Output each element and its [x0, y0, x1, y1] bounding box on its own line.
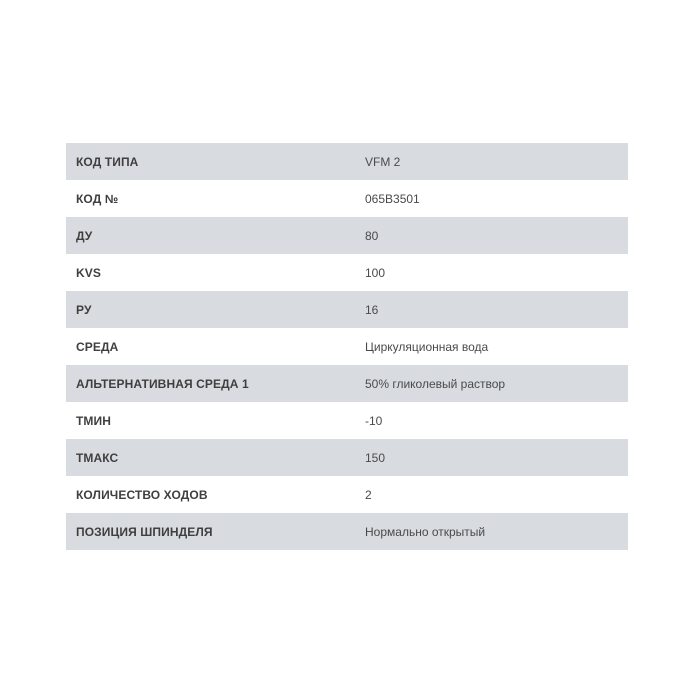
- spec-value-kvs: 100: [365, 254, 628, 291]
- spec-label-nominal-diameter: ДУ: [66, 217, 365, 254]
- spec-value-nominal-pressure: 16: [365, 291, 628, 328]
- spec-value-code-number: 065B3501: [365, 180, 628, 217]
- table-row: [66, 291, 628, 328]
- table-row: [66, 328, 628, 365]
- spec-label-nominal-pressure: РУ: [66, 291, 365, 328]
- spec-value-tmax: 150: [365, 439, 628, 476]
- spec-value-medium: Циркуляционная вода: [365, 328, 628, 365]
- spec-value-alt-medium: 50% гликолевый раствор: [365, 365, 628, 402]
- table-row: [66, 143, 628, 180]
- table-row: [66, 365, 628, 402]
- spec-value-tmin: -10: [365, 402, 628, 439]
- table-row: [66, 513, 628, 550]
- table-row: [66, 217, 628, 254]
- spec-label-code-number: КОД №: [66, 180, 365, 217]
- spec-label-tmin: ТМИН: [66, 402, 365, 439]
- spec-label-medium: СРЕДА: [66, 328, 365, 365]
- table-row: [66, 180, 628, 217]
- table-row: [66, 476, 628, 513]
- spec-value-type-code: VFM 2: [365, 143, 628, 180]
- spec-label-tmax: ТМАКС: [66, 439, 365, 476]
- spec-table: [66, 143, 628, 550]
- spec-label-kvs: KVS: [66, 254, 365, 291]
- spec-value-nominal-diameter: 80: [365, 217, 628, 254]
- spec-value-spindle-position: Нормально открытый: [365, 513, 628, 550]
- table-row: [66, 402, 628, 439]
- spec-label-spindle-position: ПОЗИЦИЯ ШПИНДЕЛЯ: [66, 513, 365, 550]
- table-row: [66, 439, 628, 476]
- table-row: [66, 254, 628, 291]
- spec-label-alt-medium: АЛЬТЕРНАТИВНАЯ СРЕДА 1: [66, 365, 365, 402]
- spec-value-stroke-count: 2: [365, 476, 628, 513]
- spec-label-type-code: КОД ТИПА: [66, 143, 365, 180]
- spec-label-stroke-count: КОЛИЧЕСТВО ХОДОВ: [66, 476, 365, 513]
